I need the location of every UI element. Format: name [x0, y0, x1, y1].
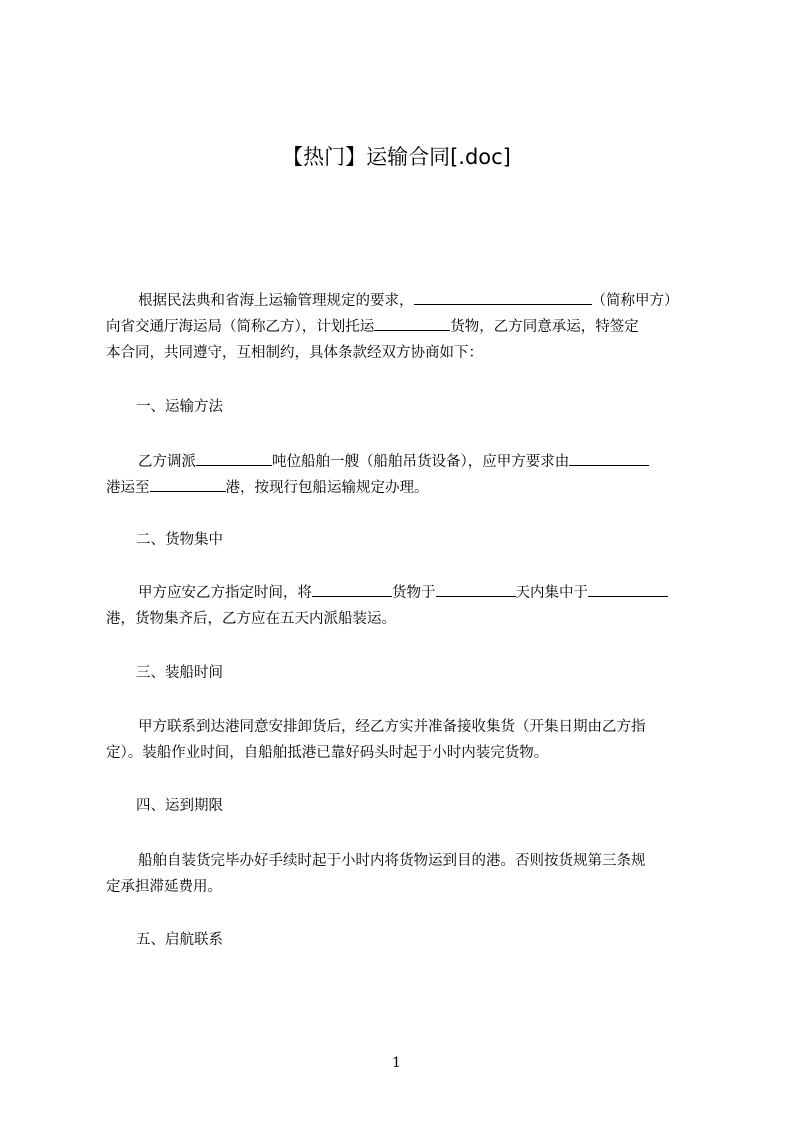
line — [106, 606, 696, 632]
page-number: 1 — [392, 1055, 401, 1071]
line — [106, 340, 696, 366]
line — [106, 874, 696, 900]
text: 天内集中于 — [515, 585, 588, 601]
document-title: 【热门】运输合同[.doc] — [282, 145, 511, 169]
line — [106, 740, 696, 766]
text: （简称甲方） — [591, 293, 679, 309]
section-heading-5: 五、启航联系 — [136, 932, 223, 948]
blank-field — [312, 582, 392, 597]
section-heading-1: 一、运输方法 — [136, 399, 223, 415]
text: 乙方调派 — [138, 454, 196, 470]
text: 港运至 — [106, 480, 150, 496]
text: 货物，乙方同意承运，特签定 — [450, 319, 639, 335]
text: 定承担滞延费用。 — [106, 879, 222, 895]
line — [106, 714, 696, 740]
section-heading-4: 四、运到期限 — [136, 798, 223, 814]
line — [106, 580, 696, 606]
blank-field — [196, 451, 272, 466]
text: 港，按现行包船运输规定办理。 — [225, 480, 429, 496]
blank-field — [588, 582, 668, 597]
line — [106, 475, 696, 501]
text: 货物于 — [392, 585, 436, 601]
paragraph-transport-method — [106, 449, 696, 501]
paragraph-intro — [106, 288, 696, 366]
line — [106, 848, 696, 874]
line — [106, 288, 696, 314]
paragraph-loading-time — [106, 714, 696, 766]
blank-field — [374, 316, 450, 331]
blank-field — [150, 477, 226, 492]
line — [106, 449, 696, 475]
paragraph-goods-collection — [106, 580, 696, 632]
blank-field — [569, 451, 649, 466]
text: 向省交通厅海运局（简称乙方），计划托运 — [106, 319, 375, 335]
text: 根据民法典和省海上运输管理规定的要求， — [138, 293, 414, 309]
blank-field — [436, 582, 516, 597]
paragraph-delivery-deadline — [106, 848, 696, 900]
line — [106, 314, 696, 340]
text: 定）。装船作业时间，自船舶抵港已靠好码头时起于小时内装完货物。 — [106, 745, 549, 761]
text: 甲方联系到达港同意安排卸货后，经乙方实并准备接收集货（开集日期由乙方指 — [138, 719, 646, 735]
text: 港，货物集齐后，乙方应在五天内派船装运。 — [106, 611, 396, 627]
text: 吨位船舶一艘（船舶吊货设备），应甲方要求由 — [272, 454, 570, 470]
text: 本合同，共同遵守，互相制约，具体条款经双方协商如下： — [106, 345, 483, 361]
text: 船舶自装货完毕办好手续时起于小时内将货物运到目的港。否则按货规第三条规 — [138, 853, 646, 869]
blank-field — [414, 290, 592, 305]
section-heading-3: 三、装船时间 — [136, 665, 223, 681]
text: 甲方应安乙方指定时间，将 — [138, 585, 312, 601]
section-heading-2: 二、货物集中 — [136, 532, 223, 548]
